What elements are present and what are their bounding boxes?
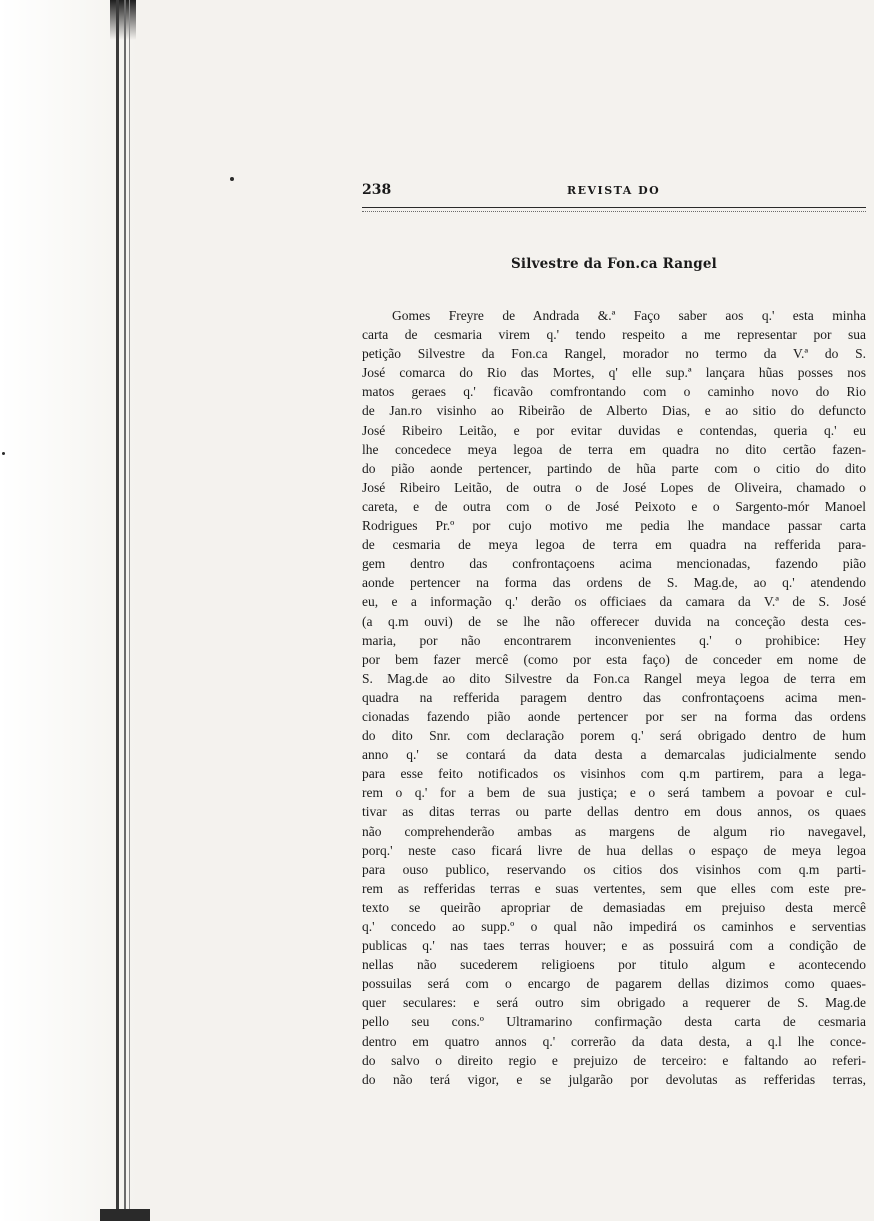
- body-line: eu, e a informação q.' derão os officiaes da camara da V.ª de S. José: [362, 594, 866, 610]
- scan-speck: [230, 177, 234, 181]
- body-line: carta de cesmaria virem q.' tendo respeito a me representar por sua: [362, 327, 866, 343]
- body-line: José comarca do Rio das Mortes, q' elle sup.ª lançara hũas posses nos: [362, 365, 866, 381]
- body-line: de cesmaria de meya legoa de terra em quadra na refferida para-: [362, 537, 866, 553]
- body-line: S. Mag.de ao dito Silvestre da Fon.ca Rangel meya legoa de terra em: [362, 670, 866, 686]
- body-line: rem as refferidas terras e suas vertentes, sem que elles com este pre-: [362, 880, 866, 896]
- body-line: Gomes Freyre de Andrada &.ª Faço saber aos q.' esta minha: [392, 308, 866, 323]
- body-line: texto se queirão apropriar de demasiadas em prejuiso desta mercê: [362, 899, 866, 915]
- body-line: petição Silvestre da Fon.ca Rangel, morador no termo da V.ª do S.: [362, 346, 866, 362]
- body-line: quer seculares: e será outro sim obrigado a requerer de S. Mag.de: [362, 995, 866, 1011]
- body-line: anno q.' se contará da data desta a demarcalas judicialmente sendo: [362, 747, 866, 763]
- section-title: Silvestre da Fon.ca Rangel: [510, 256, 718, 272]
- body-line: gem dentro das confrontaçoens acima mencionadas, fazendo pião: [362, 556, 866, 572]
- body-line: pello seu cons.º Ultramarino confirmação desta carta de cesmaria: [362, 1014, 866, 1030]
- page-number: 238: [362, 182, 392, 198]
- body-line: não comprehenderão ambas as margens de algum rio navegavel,: [362, 823, 866, 839]
- spine-shadow-bottom: [100, 1209, 150, 1221]
- body-line: maria, por não encontrarem inconvenientes q.' o prohibice: Hey: [362, 632, 866, 648]
- body-line: de Jan.ro visinho ao Ribeirão de Alberto Dias, e ao sitio do defuncto: [362, 403, 866, 419]
- body-line: rem o q.' for a bem de sua justiça; e o será tambem a povoar e cul-: [362, 785, 866, 801]
- spine-line: [116, 0, 119, 1221]
- body-line: lhe concedece meya legoa de terra em quadra no dito certão fazen-: [362, 441, 866, 457]
- book-gutter: [0, 0, 140, 1221]
- running-title: REVISTA DO: [567, 184, 661, 197]
- body-line: do salvo o direito regio e prejuizo de terceiro: e faltando ao referi-: [362, 1052, 866, 1068]
- body-line: porq.' neste caso ficará livre de hua dellas o espaço de meya legoa: [362, 842, 866, 858]
- body-line: José Ribeiro Leitão, e por evitar duvidas e contendas, queria q.' eu: [362, 422, 866, 438]
- body-line: para ouso publico, reservando os citios dos visinhos com q.m parti-: [362, 861, 866, 877]
- body-line: publicas q.' nas taes terras houver; e as possuirá com a condição de: [362, 938, 866, 954]
- body-text: [362, 306, 866, 1089]
- body-line: aonde pertencer na forma das ordens de S. Mag.de, ao q.' atendendo: [362, 575, 866, 591]
- body-line: nellas não sucederem religioens por titulo algum e acontecendo: [362, 957, 866, 973]
- spine-line: [129, 0, 130, 1221]
- body-line: do não terá vigor, e se julgarão por devolutas as refferidas terras,: [362, 1071, 866, 1087]
- body-line: do pião aonde pertencer, partindo de hũa parte com o citio do dito: [362, 460, 866, 476]
- scan-speck: [2, 452, 5, 455]
- body-line: quadra na refferida paragem dentro das confrontaçoens acima men-: [362, 689, 866, 705]
- spine-line: [124, 0, 126, 1221]
- header-rule: [362, 207, 866, 208]
- body-line: dentro em quatro annos q.' correrão da data desta, a q.l lhe conce-: [362, 1033, 866, 1049]
- body-line: do dito Snr. com declaração porem q.' será obrigado dentro de hum: [362, 728, 866, 744]
- body-line: por bem fazer mercê (como por esta faço) de conceder em nome de: [362, 651, 866, 667]
- body-line: (a q.m ouvi) de se lhe não offerecer duvida na conceção desta ces-: [362, 613, 866, 629]
- body-line: possuilas será com o encargo de pagarem dellas dizimos como quaes-: [362, 976, 866, 992]
- header-rule-dotted: [362, 211, 866, 212]
- body-line: Rodrigues Pr.º por cujo motivo me pedia lhe mandace passar carta: [362, 518, 866, 534]
- body-line: q.' concedo ao supp.º o qual não impedirá os caminhos e serventias: [362, 919, 866, 934]
- body-line: careta, e de outra com o de José Peixoto e o Sargento-mór Manoel: [362, 498, 866, 514]
- running-head: [362, 182, 868, 206]
- body-line: matos geraes q.' ficavão comfrontando com o caminho novo do Rio: [362, 384, 866, 400]
- body-line: tivar as ditas terras ou parte dellas dentro em dous annos, os quaes: [362, 804, 866, 820]
- body-line: José Ribeiro Leitão, de outra o de José Lopes de Oliveira, chamado o: [362, 479, 866, 495]
- body-line: cionadas fazendo pião aonde pertencer por ser na forma das ordens: [362, 708, 866, 724]
- body-line: para esse feito notificados os visinhos com q.m partirem, para a lega-: [362, 766, 866, 782]
- spine-shadow-top: [110, 0, 136, 40]
